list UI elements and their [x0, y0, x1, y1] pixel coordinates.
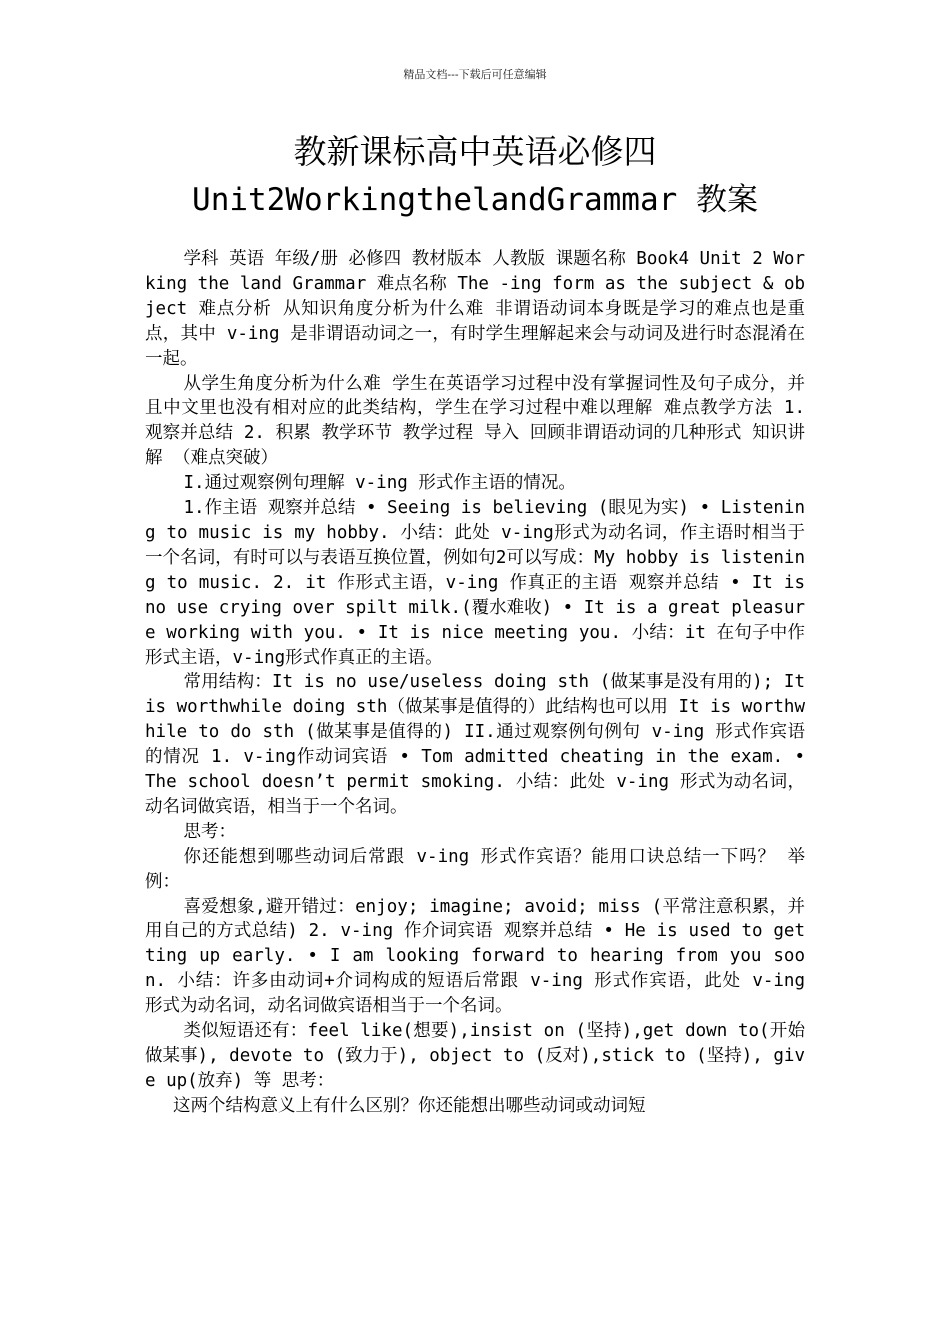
- paragraph: 学科 英语 年级/册 必修四 教材版本 人教版 课题名称 Book4 Unit 2 Working the land Grammar 难点名称 The -ing form as the subject & object 难点分析 从知识角度分析为什么难 非谓语动词本身既是学习的难点也是重点，其中 v-ing 是非谓语动词之一，有时学生理解起来会与动词及进行时态混淆在一起。: [145, 249, 806, 369]
- document-body: [145, 247, 805, 1119]
- paragraph: 你还能想到哪些动词后常跟 v-ing 形式作宾语？能用口诀总结一下吗？ 举例：: [145, 846, 805, 892]
- paragraph: 思考：: [183, 821, 236, 842]
- paragraph: 1.作主语 观察并总结 • Seeing is believing (眼见为实) • Listening to music is my hobby. 小结：此处 v-ing形式为动名词，作主语时相当于一个名词，有时可以与表语互换位置，例如句2可以写成：My hobby is listening to music. 2. it 作形式主语，v-ing 作真正的主语 观察并总结 • It is no use crying over spilt milk.(覆水难收) • It is a great pleasure working with you. • It is nice meeting you. 小结：it 在句子中作形式主语，v-ing形式作真正的主语。: [145, 498, 806, 668]
- page-header: 精品文档---下载后可任意编辑: [403, 68, 547, 81]
- paragraph: 这两个结构意义上有什么区别？你还能想出哪些动词或动词短: [173, 1095, 646, 1116]
- paragraph: 常用结构：It is no use/useless doing sth (做某事是没有用的); It is worthwhile doing sth（做某事是值得的）此结构也可以用 It is worthwhile to do sth (做某事是值得的) II.通过观察例句例句 v-ing 形式作宾语的情况 1. v-ing作动词宾语 • Tom admitted cheating in the exam. • The school doesn’t permit smoking. 小结：此处 v-ing 形式为动名词，动名词做宾语，相当于一个名词。: [145, 672, 805, 817]
- paragraph: 喜爱想象,避开错过：enjoy; imagine; avoid; miss (平常注意积累，并用自己的方式总结) 2. v-ing 作介词宾语 观察并总结 • He is used to getting up early. • I am looking forward to hearing from you soon. 小结：许多由动词+介词构成的短语后常跟 v-ing 形式作宾语，此处 v-ing 形式为动名词，动名词做宾语相当于一个名词。: [145, 896, 805, 1017]
- paragraph: 从学生角度分析为什么难 学生在英语学习过程中没有掌握词性及句子成分，并且中文里也没有相对应的此类结构，学生在学习过程中难以理解 难点教学方法 1. 观察并总结 2. 积累 教学环节 教学过程 导入 回顾非谓语动词的几种形式 知识讲解 （难点突破）: [145, 373, 805, 469]
- paragraph: 类似短语还有：feel like(想要),insist on (坚持),get down to(开始做某事), devote to (致力于), object to (反对),stick to (坚持), give up(放弃) 等 思考：: [145, 1021, 805, 1091]
- paragraph: I.通过观察例句理解 v-ing 形式作主语的情况。: [183, 473, 576, 494]
- document-title: 教新课标高中英语必修四: [293, 132, 657, 171]
- document-subtitle: Unit2WorkingthelandGrammar 教案: [192, 182, 758, 218]
